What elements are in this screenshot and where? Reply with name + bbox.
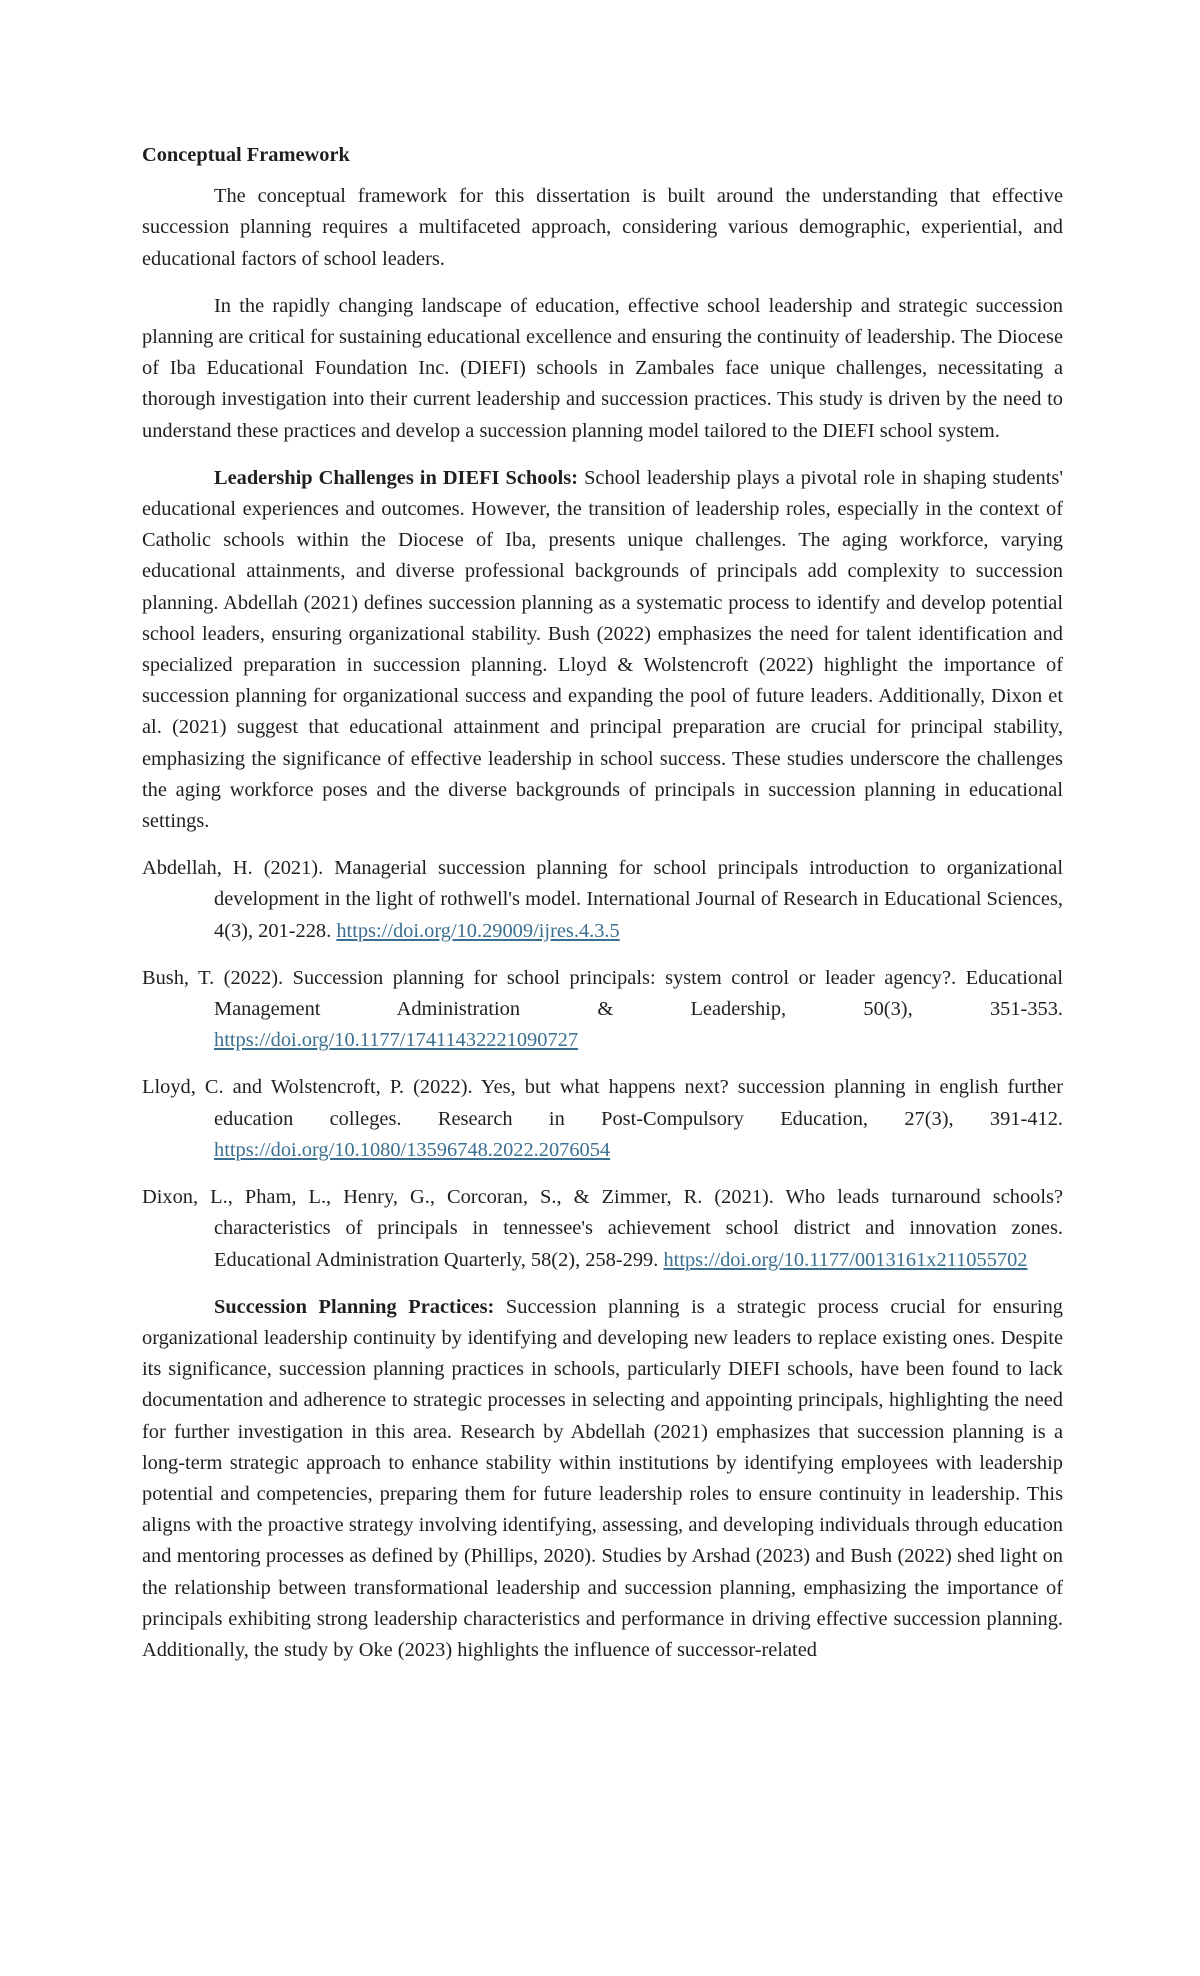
reference-list xyxy=(142,853,1063,1275)
reference-text: Dixon, L., Pham, L., Henry, G., Corcoran, S., & Zimmer, R. (2021). Who leads turnaround schools? characteristics of principals in tennessee's achievement school district and innovation zones. Educational Administration Quarterly, 58(2), 258-299. xyxy=(142,1186,1063,1271)
leadership-challenges-body: School leadership plays a pivotal role in shaping students' educational experiences and outcomes. However, the transition of leadership roles, especially in the context of Catholic schools within the Diocese of Iba, presents unique challenges. The aging workforce, varying educational attainments, and diverse professional backgrounds of principals add complexity to succession planning. Abdellah (2021) defines succession planning as a systematic process to identify and develop potential school leaders, ensuring organizational stability. Bush (2022) emphasizes the need for talent identification and specialized preparation in succession planning. Lloyd & Wolstencroft (2022) highlight the importance of succession planning for organizational success and expanding the pool of future leaders. Additionally, Dixon et al. (2021) suggest that educational attainment and principal preparation are crucial for principal stability, emphasizing the significance of effective leadership in school success. These studies underscore the challenges the aging workforce poses and the diverse backgrounds of principals in succession planning in educational settings. xyxy=(142,466,1064,833)
succession-practices-lead: Succession Planning Practices: xyxy=(214,1295,495,1318)
reference-item xyxy=(142,1182,1063,1276)
section-heading: Conceptual Framework xyxy=(142,144,350,166)
reference-item xyxy=(142,963,1063,1057)
reference-doi-link[interactable]: https://doi.org/10.1177/0013161x211055702 xyxy=(663,1248,1028,1271)
reference-item xyxy=(142,1072,1063,1166)
reference-item xyxy=(142,853,1063,947)
reference-text: Lloyd, C. and Wolstencroft, P. (2022). Yes, but what happens next? succession planning in english further education colleges. Research in Post-Compulsory Education, 27(3), 391-412. xyxy=(142,1076,1063,1130)
reference-text: Abdellah, H. (2021). Managerial succession planning for school principals introduction to organizational development in the light of rothwell's model. International Journal of Research in Educational Sciences, 4(3), 201-228. xyxy=(142,857,1063,942)
leadership-challenges-lead: Leadership Challenges in DIEFI Schools: xyxy=(214,466,579,489)
reference-doi-link[interactable]: https://doi.org/10.1177/17411432221090727 xyxy=(214,1029,579,1052)
paragraph-succession-practices xyxy=(142,1292,1063,1666)
reference-doi-link[interactable]: https://doi.org/10.1080/13596748.2022.2076054 xyxy=(214,1138,611,1161)
document-page xyxy=(142,140,1063,1682)
reference-text: Bush, T. (2022). Succession planning for school principals: system control or leader agency?. Educational Management Administration & Leadership, 50(3), 351-353. xyxy=(142,966,1063,1021)
paragraph-leadership-challenges xyxy=(142,463,1063,837)
succession-practices-body: Succession planning is a strategic process crucial for ensuring organizational leadership continuity by identifying and developing new leaders to replace existing ones. Despite its significance, succession planning practices in schools, particularly DIEFI schools, have been found to lack documentation and adherence to strategic processes in selecting and appointing principals, highlighting the need for further investigation in this area. Research by Abdellah (2021) emphasizes that succession planning is a long-term strategic approach to enhance stability within institutions by identifying employees with leadership potential and competencies, preparing them for future leadership roles to ensure continuity in leadership. This aligns with the proactive strategy involving identifying, assessing, and developing individuals through education and mentoring processes as defined by (Phillips, 2020). Studies by Arshad (2023) and Bush (2022) shed light on the relationship between transformational leadership and succession planning, emphasizing the importance of principals exhibiting strong leadership characteristics and performance in driving effective succession planning. Additionally, the study by Oke (2023) highlights the influence of successor-related xyxy=(142,1295,1063,1661)
reference-doi-link[interactable]: https://doi.org/10.29009/ijres.4.3.5 xyxy=(336,919,620,942)
paragraph-context: In the rapidly changing landscape of education, effective school leadership and strategic succession planning are critical for sustaining educational excellence and ensuring the continuity of leadership. The Diocese of Iba Educational Foundation Inc. (DIEFI) schools in Zambales face unique challenges, necessitating a thorough investigation into their current leadership and succession practices. This study is driven by the need to understand these practices and develop a succession planning model tailored to the DIEFI school system. xyxy=(142,294,1063,442)
paragraph-intro: The conceptual framework for this dissertation is built around the understanding that effective succession planning requires a multifaceted approach, considering various demographic, experiential, and educational factors of school leaders. xyxy=(142,185,1063,270)
